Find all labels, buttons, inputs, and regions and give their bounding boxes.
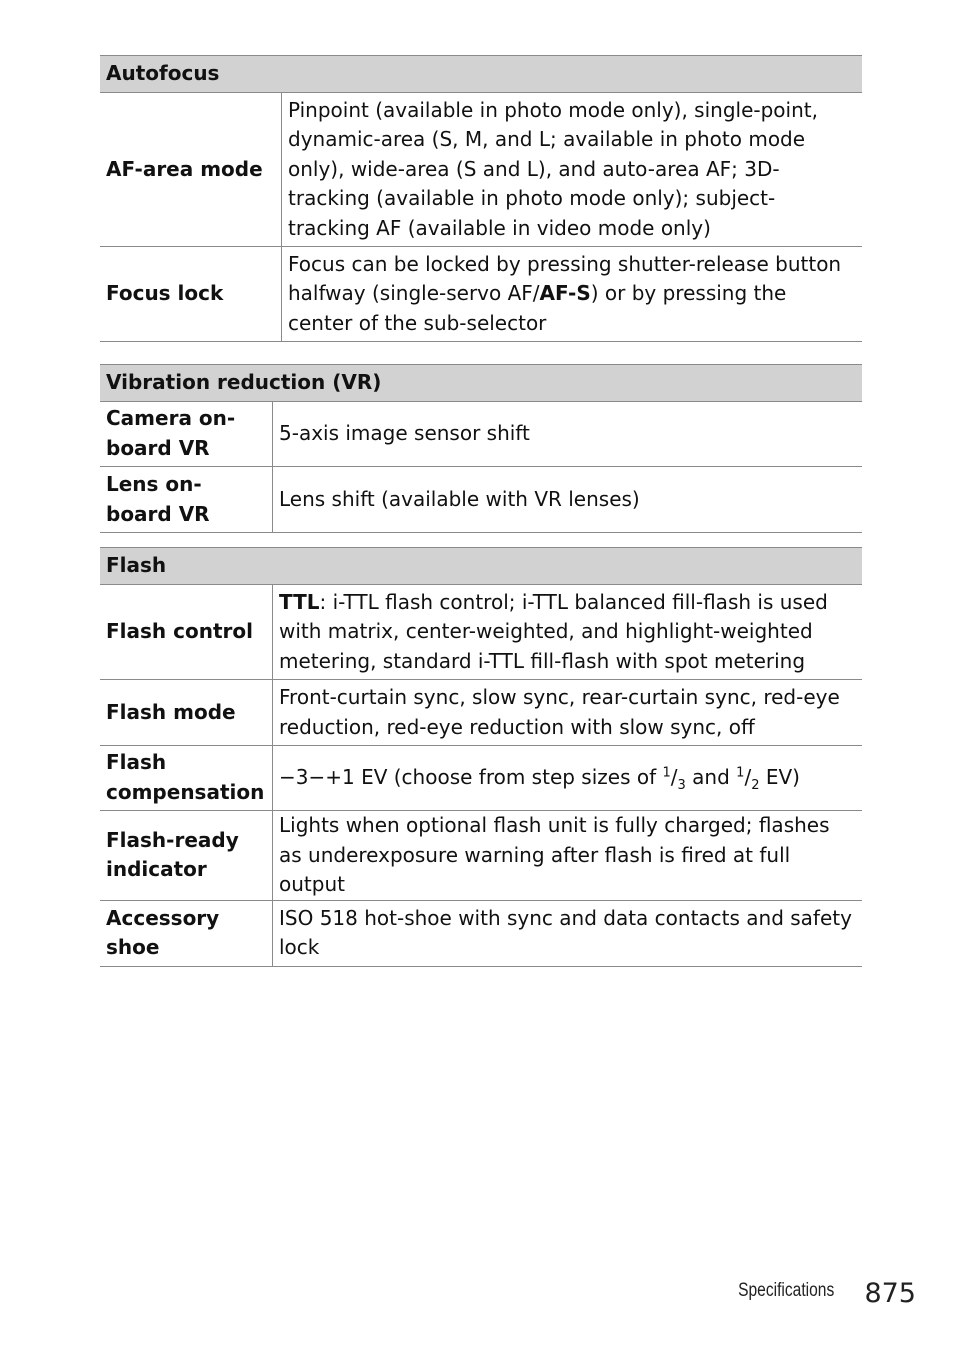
flash-compensation-value: −3−+1 EV (choose from step sizes of $^1/_3$ and $^1/_2$ EV) (273, 746, 863, 811)
page-number: 875 (864, 1278, 916, 1309)
accessory-shoe-label: Accessory shoe (100, 900, 273, 966)
flash-ready-indicator-value: Lights when optional flash unit is fully charged; flashes as underexposure warning after flash is fired at full output (273, 811, 863, 901)
footer-section-title: Specifications (737, 1280, 834, 1301)
flash-mode-value: Front-curtain sync, slow sync, rear-curtain sync, red-eye reduction, red-eye reduction with slow sync, off (273, 680, 863, 746)
flash-ready-indicator-label: Flash-ready indicator (100, 811, 273, 901)
table-row (100, 467, 862, 533)
fraction-2-denominator: 2 (751, 778, 760, 794)
camera-vr-value: 5-axis image sensor shift (273, 402, 863, 467)
table-row (100, 900, 862, 966)
focus-lock-text-bold: AF-S (539, 281, 591, 306)
focus-lock-label: Focus lock (100, 247, 282, 342)
table-row (100, 746, 862, 811)
lens-vr-value: Lens shift (available with VR lenses) (273, 467, 863, 533)
focus-lock-text-before: Focus can be locked by pressing shutter-release button halfway (single-servo AF/ (288, 251, 842, 306)
autofocus-header-row (100, 56, 862, 93)
flash-mode-label: Flash mode (100, 680, 273, 746)
flash-table (100, 547, 862, 967)
autofocus-table (100, 55, 862, 342)
camera-vr-label: Camera on-board VR (100, 402, 273, 467)
flash-control-text-bold: TTL (279, 589, 320, 614)
fraction-2-numerator: 1 (736, 765, 745, 781)
focus-lock-value (282, 247, 863, 342)
flash-control-value (273, 585, 863, 680)
af-area-mode-label: AF-area mode (100, 93, 282, 247)
flash-compensation-text-2: and (685, 765, 737, 790)
flash-compensation-text-3: EV) (759, 765, 800, 790)
autofocus-header: Autofocus (100, 56, 862, 93)
flash-control-label: Flash control (100, 585, 273, 680)
vr-header: Vibration reduction (VR) (100, 365, 862, 402)
af-area-mode-value: Pinpoint (available in photo mode only), single-point, dynamic-area (S, M, and L; available in photo mode only), wide-area (S and L), and auto-area AF; 3D-tracking (available in photo mode only); subject-tracking AF (available in video mode only) (282, 93, 863, 247)
table-row (100, 811, 862, 901)
accessory-shoe-value: ISO 518 hot-shoe with sync and data contacts and safety lock (273, 900, 863, 966)
table-row (100, 93, 862, 247)
flash-header: Flash (100, 548, 862, 585)
table-row (100, 247, 862, 342)
fraction-1-numerator: 1 (662, 765, 671, 781)
flash-control-text-after: : i-TTL flash control; i-TTL balanced fill-flash is used with matrix, center-weighted, and highlight-weighted metering, standard i-TTL fill-flash with spot metering (279, 589, 828, 673)
vr-table (100, 364, 862, 533)
vr-header-row (100, 365, 862, 402)
flash-compensation-text-1: −3−+1 EV (choose from step sizes of (279, 765, 663, 790)
focus-lock-text-after: ) or by pressing the center of the sub-selector (288, 281, 787, 335)
flash-header-row (100, 548, 862, 585)
table-row (100, 585, 862, 680)
table-row (100, 680, 862, 746)
flash-compensation-label: Flash compensation (100, 746, 273, 811)
table-row (100, 402, 862, 467)
page-footer (0, 1276, 954, 1316)
lens-vr-label: Lens on-board VR (100, 467, 273, 533)
fraction-1-denominator: 3 (677, 778, 686, 794)
